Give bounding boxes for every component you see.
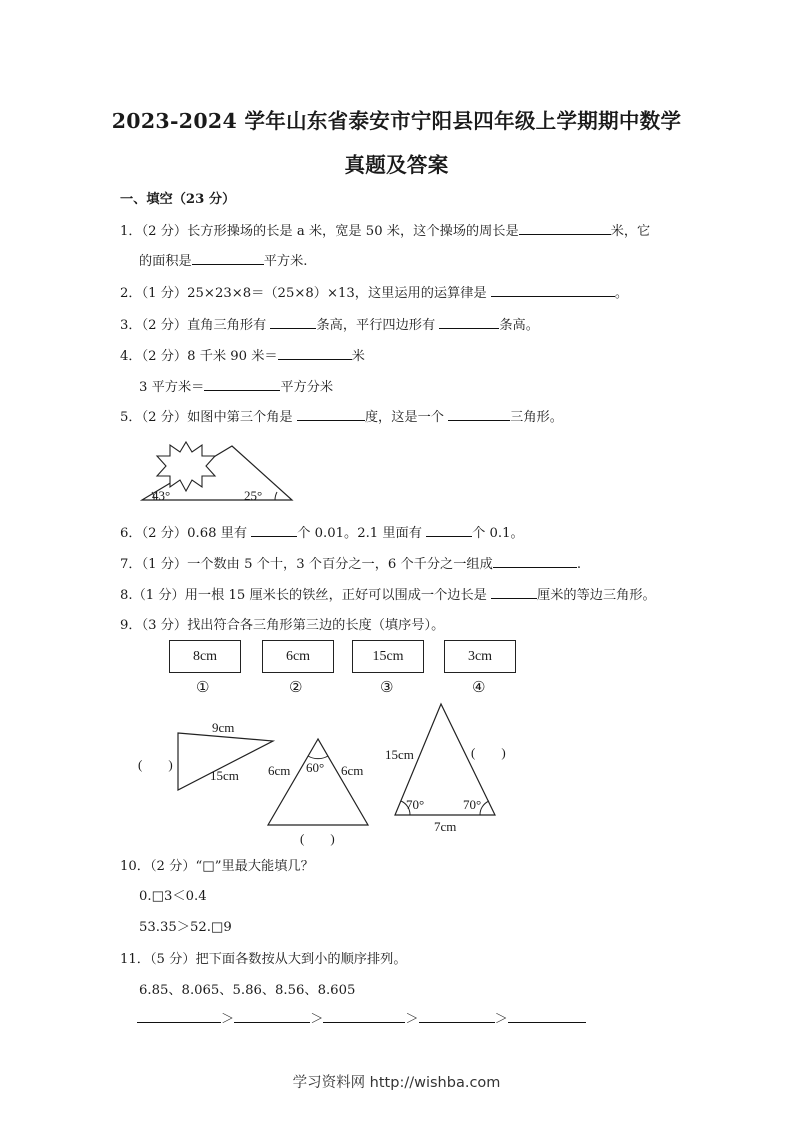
triangle-2 bbox=[268, 739, 368, 825]
angle-label: 25° bbox=[244, 488, 263, 503]
answer-paren[interactable]: ( ) bbox=[471, 745, 506, 760]
q1-text: 1．（2 分）长方形操场的长是 a 米，宽是 50 米，这个操场的周长是 bbox=[120, 224, 519, 239]
q5-text: 三角形。 bbox=[510, 410, 563, 425]
q3-text: 3．（2 分）直角三角形有 bbox=[120, 318, 267, 333]
side-label: 6cm bbox=[341, 763, 364, 778]
footer-watermark: 学习资料网 http://wishba.com bbox=[292, 1075, 501, 1091]
q6-text: 6．（2 分）0.68 里有 bbox=[120, 526, 248, 541]
doc-title-line2: 真题及答案 bbox=[344, 153, 449, 177]
gt-sign: ＞ bbox=[310, 1012, 324, 1027]
answer-blank[interactable] bbox=[323, 1008, 405, 1023]
q7-text: . bbox=[576, 557, 582, 572]
q4-text: 4．（2 分）8 千米 90 米＝ bbox=[120, 349, 278, 364]
question-11-answer bbox=[137, 1008, 586, 1027]
q7-text: 7．（1 分）一个数由 5 个十，3 个百分之一，6 个千分之一组成 bbox=[120, 557, 493, 572]
length-box-4: 3cm bbox=[444, 640, 516, 673]
q2-text: 2．（1 分）25×23×8＝（25×8）×13，这里运用的运算律是 bbox=[120, 286, 487, 301]
doc-title-line1: 2023-2024 学年山东省泰安市宁阳县四年级上学期期中数学 bbox=[111, 109, 682, 133]
q8-text: 8.（1 分）用一根 15 厘米长的铁丝，正好可以围成一个边长是 bbox=[120, 588, 487, 603]
question-10-a bbox=[139, 885, 207, 904]
length-box-2: 6cm bbox=[262, 640, 334, 673]
q1-text: 平方米. bbox=[263, 254, 308, 269]
q4-text: 米 bbox=[351, 349, 365, 364]
q10-text: 10．（2 分）“□”里最大能填几？ bbox=[120, 859, 314, 874]
q11-text: 6.85、8.065、5.86、8.56、8.605 bbox=[139, 983, 356, 998]
q5-text: 5．（2 分）如图中第三个角是 bbox=[120, 410, 293, 425]
side-label: 15cm bbox=[385, 747, 414, 762]
q3-text: 条高，平行四边形有 bbox=[316, 318, 436, 333]
section-heading: 一、填空（23 分） bbox=[120, 192, 236, 207]
side-label: 15cm bbox=[210, 768, 239, 783]
q9-text: 9．（3 分）找出符合各三角形第三边的长度（填序号）。 bbox=[120, 618, 445, 633]
answer-paren[interactable]: ( ) bbox=[138, 757, 173, 772]
gt-sign: ＞ bbox=[494, 1012, 508, 1027]
side-label: 6cm bbox=[268, 763, 291, 778]
side-label: 9cm bbox=[212, 720, 235, 735]
angle-label: 70° bbox=[406, 797, 425, 812]
question-10-b bbox=[139, 916, 232, 935]
marker-3: ③ bbox=[380, 678, 394, 696]
q11-text: 11．（5 分）把下面各数按从大到小的顺序排列。 bbox=[120, 952, 407, 967]
q4-text: 3 平方米＝ bbox=[139, 380, 205, 395]
question-11 bbox=[120, 948, 407, 967]
q4-text: 平方分米 bbox=[280, 380, 334, 395]
q5-text: 度，这是一个 bbox=[364, 410, 444, 425]
question-10 bbox=[120, 855, 314, 874]
marker-4: ④ bbox=[472, 678, 486, 696]
gt-sign: ＞ bbox=[221, 1012, 235, 1027]
side-label: 7cm bbox=[434, 819, 457, 834]
q1-text: 米，它 bbox=[610, 224, 651, 239]
question-11-numbers bbox=[139, 979, 355, 998]
q1-text: 的面积是 bbox=[139, 254, 192, 269]
gt-sign: ＞ bbox=[405, 1012, 419, 1027]
angle-label: 70° bbox=[463, 797, 482, 812]
marker-2: ② bbox=[289, 678, 303, 696]
angle-label: 60° bbox=[306, 760, 325, 775]
answer-blank[interactable] bbox=[234, 1008, 310, 1023]
q3-text: 条高。 bbox=[499, 318, 539, 333]
q6-text: 个 0.01。2.1 里面有 bbox=[297, 526, 422, 541]
answer-blank[interactable] bbox=[508, 1008, 586, 1023]
q8-text: 厘米的等边三角形。 bbox=[537, 588, 656, 603]
q2-text: 。 bbox=[614, 286, 629, 301]
answer-paren[interactable]: ( ) bbox=[300, 831, 335, 846]
length-box-1: 8cm bbox=[169, 640, 241, 673]
q10-text: 53.35＞52.□9 bbox=[139, 920, 232, 935]
q6-text: 个 0.1。 bbox=[472, 526, 524, 541]
q10-text: 0.□3＜0.4 bbox=[139, 889, 207, 904]
length-box-3: 15cm bbox=[352, 640, 424, 673]
answer-blank[interactable] bbox=[419, 1008, 495, 1023]
angle-label: 43° bbox=[152, 488, 171, 503]
answer-blank[interactable] bbox=[137, 1008, 221, 1023]
marker-1: ① bbox=[196, 678, 210, 696]
